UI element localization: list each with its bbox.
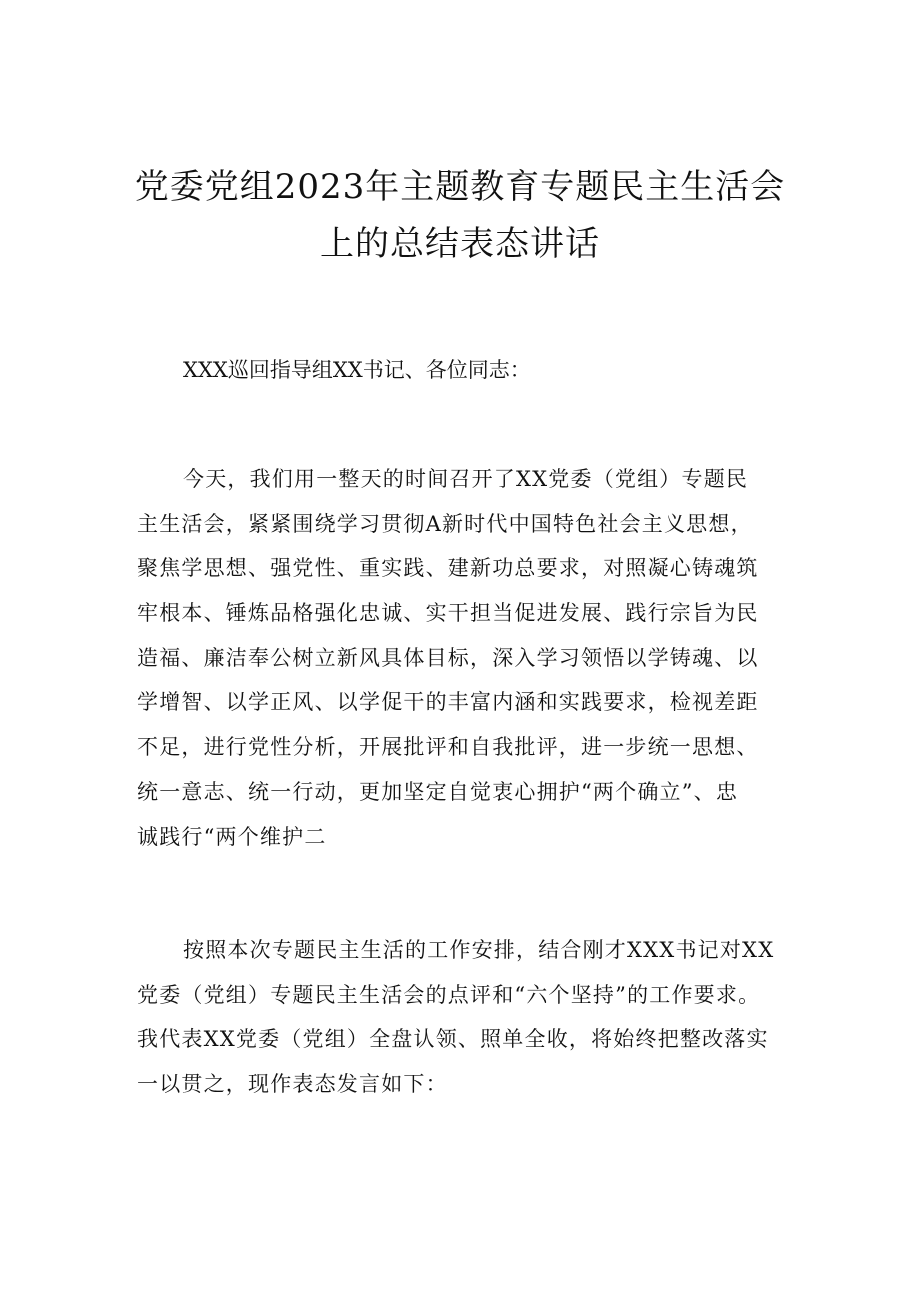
- paragraph-line: 我代表XX党委（党组）全盘认领、照单全收，将始终把整改落实: [137, 1027, 769, 1052]
- paragraph-line: 牢根本、锤炼品格强化忠诚、实干担当促进发展、践行宗旨为民: [137, 601, 759, 626]
- paragraph-line: 党委（党组）专题民主生活会的点评和“六个坚持”的工作要求。: [137, 982, 761, 1007]
- paragraph-line: 学增智、以学正风、以学促干的丰富内涵和实践要求，检视差距: [137, 690, 759, 715]
- paragraph-1: [137, 457, 797, 859]
- paragraph-line: 诚践行“两个维护二: [137, 824, 327, 849]
- paragraph-line: 造福、廉洁奉公树立新风具体目标，深入学习领悟以学铸魂、以: [137, 645, 759, 670]
- paragraph-line: 聚焦学思想、强党性、重实践、建新功总要求，对照凝心铸魂筑: [137, 556, 759, 581]
- paragraph-line: 按照本次专题民主生活的工作安排，结合刚才XXX书记对XX: [183, 938, 775, 962]
- paragraph-line: 不足，进行党性分析，开展批评和自我批评，进一步统一思想、: [137, 735, 759, 760]
- document-title-line-2: 上的总结表态讲话: [320, 224, 600, 264]
- paragraph-2: [137, 928, 797, 1107]
- paragraph-line: 主生活会，紧紧围绕学习贯彻A新时代中国特色社会主义思想，: [137, 511, 753, 536]
- salutation: XXX巡回指导组XX书记、各位同志：: [183, 358, 531, 382]
- paragraph-line: 统一意志、统一行动，更加坚定自觉衷心拥护“两个确立”、忠: [137, 779, 739, 804]
- paragraph-line: 一以贯之，现作表态发言如下：: [137, 1072, 448, 1097]
- document-title-line-1: 党委党组2023年主题教育专题民主生活会: [134, 167, 786, 207]
- paragraph-line: 今天，我们用一整天的时间召开了XX党委（党组）专题民: [183, 467, 749, 491]
